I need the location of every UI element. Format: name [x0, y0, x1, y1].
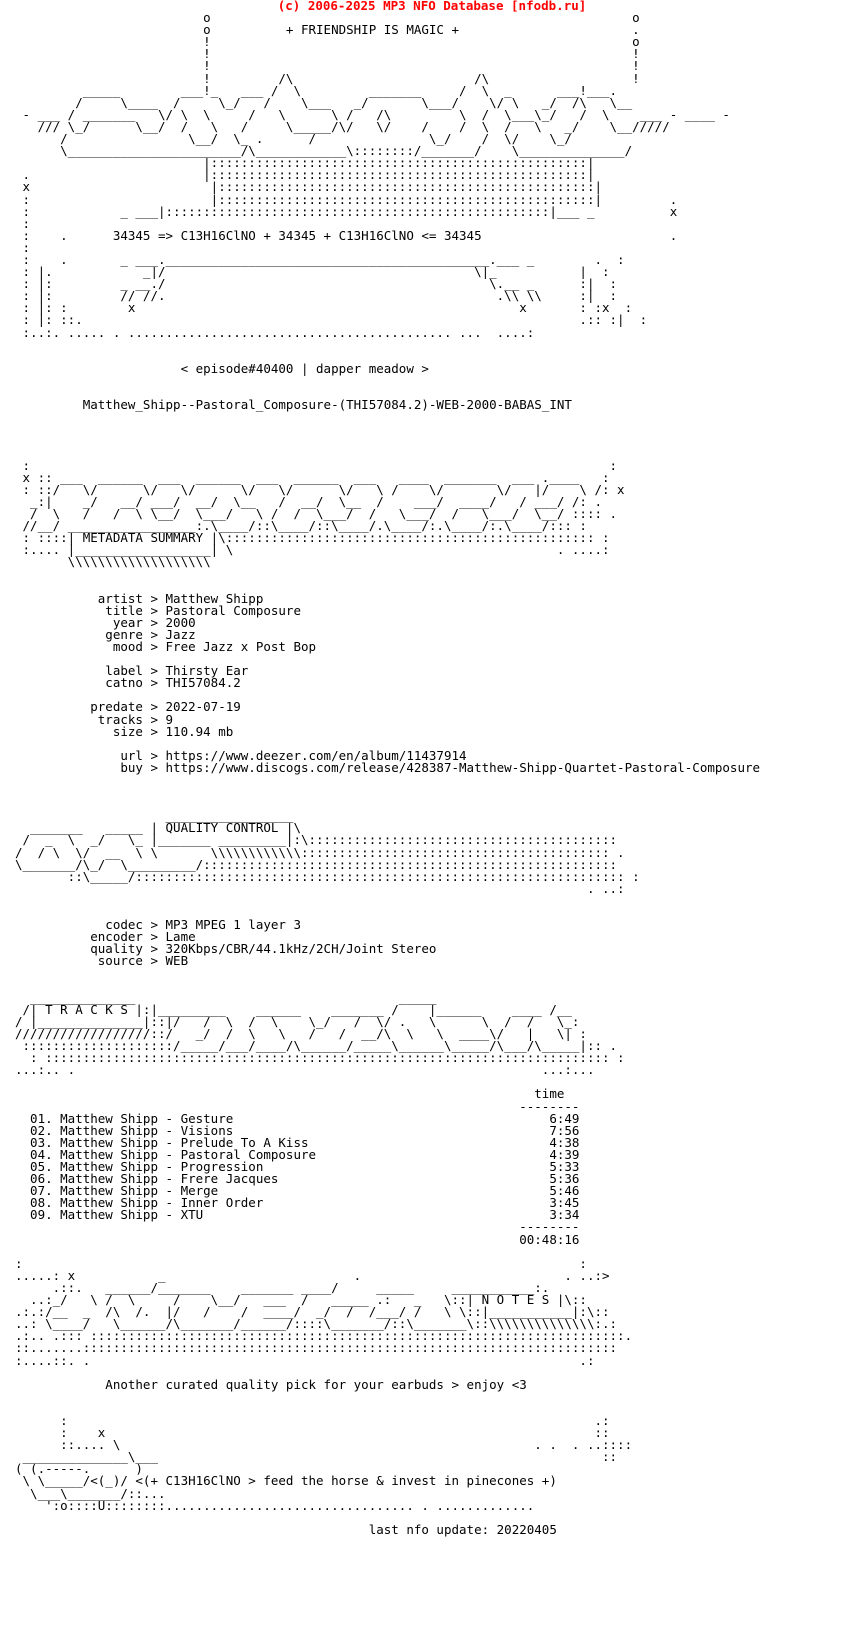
nfo-page: [15, 0, 864, 1536]
credit-banner: [0, 0, 864, 12]
credit-link[interactable]: (c) 2006-2025 MP3 NFO Database [nfodb.ru]: [277, 0, 587, 13]
nfo-text: o o o + FRIENDSHIP IS MAGIC + . ! o ! ! ! ! ! /\ /\ ! _____ ___!_ ___ / \ _______ / \ _ ___!___. / \____ / \_/ / \___ _/ \___/ \/ \ _/ /\ \__ - ___ / _______ \/ \ \ / \ \ / /\ \ / \___\_/ / \ ___ - ____ - /// \_/ \__/ / \ / \_____/\/ \/ / / \ / \ _/ \__///// / \__/ \_ . / \_/ / \/ \_/ \_______________________/\____________\::::::::/_______/ \______________/ |::::::::::::::::::::::::::::::::::::::::::::::::::| . |::::::::::::::::::::::::::::::::::::::::::::::::::| x |::::::::::::::::::::::::::::::::::::::::::::::::::| : |::::::::::::::::::::::::::::::::::::::::::::::::::| . : _ ___|:::::::::::::::::::::::::::::::::::::::::::::::::::|___ _ x : : . 34345 => C13H16ClNO + 34345 + C13H16ClNO <= 34345 . : : . _ ___.___________________________________________.___ _ . : : |. _|/ \|_ | : : |: _ __./ \.__ _ :| : : |: // //. .\\ \\ :| : : |: : x x : :x : : |: ::. .:: :| : :..:. ..... . ........................................... ... ....: < episode#40400 | dapper meadow > Matthew_Shipp--Pastoral_Composure-(THI57084.2)-WEB-2000-BABAS_INT : : x :: ___ ______ ___ ______ ___ ______ ___ ____ _______ ___ .____ : : ::/ \/ \/ \/ \/ \/ \/ \ / \/ \/ |/ \ /: x _:| _/ __/ ___/ __/ \__ / __/ \__ / ___/ ____/ / ___/ /: . / \ / / \ \__/ \___/ \ / / \___/ / \___/ / \___/ \__/ :::: . //__/ _________________:.\____/::\____/::\____/.\____/:.\____/:.\____/::: : : ::::| METADATA SUMMARY |\::::::::::::::::::::::::::::::::::::::::::::::::: : :.... |__________________| \ . ....: \\\\\\\\\\\\\\\\\\\ artist > Matthew Shipp title > Pastoral Composure year > 2000 genre > Jazz mood > Free Jazz x Post Bop label > Thirsty Ear catno > THI57084.2 predate > 2022-07-19 tracks > 9 size > 110.94 mb url > https://www.deezer.com/en/album/11437914 buy > https://www.discogs.com/release/428387-Matthew-Shipp-Quartet-Pastoral-Composure _________________ _______ _____ | QUALITY CONTROL |\ / _ \ _/ \_ |_______ _________|:\::::::::::::::::::::::::::::::::::::::::: / / \ \/ __ \ \ \\\\\\\\\\\\::::::::::::::::::::::::::::::::::::::::: . \_______/\_/ \_________/::::::::::::::::::::::::::::::::::::::::::::::::::::::: ::\_____/::::::::::::::::::::::::::::::::::::::::::::::::::::::::::::::::: : . ..: codec > MP3 MPEG 1 layer 3 encoder > Lame quality > 320Kbps/CBR/44.1kHz/2CH/Joint Stereo source > WEB ______________ _____ /| T R A C K S |:|_________ ______ _______ / |______ ____ /__ / |______________|::|/ / \ / \ \_/ / \/ . \ \ / / \_: //////////////////::/ _/ / \ \ / / __/\ \ \ ____\/ | \| : ::::::::::::::::::::/_____/___/____/\______/_____\______\_____/\___/\_____|:: . : ::::::::::::::::::::::::::::::::::::::::::::::::::::::::::::::::::::::::::: : ...:.. . ...:... time -------- 01. Matthew Shipp - Gesture 6:49 02. Matthew Shipp - Visions 7:56 03. Matthew Shipp - Prelude To A Kiss 4:38 04. Matthew Shipp - Pastoral Composure 4:39 05. Matthew Shipp - Progression 5:33 06. Matthew Shipp - Frere Jacques 5:36 07. Matthew Shipp - Merge 5:46 08. Matthew Shipp - Inner Order 3:45 09. Matthew Shipp - XTU 3:34 -------- 00:48:16 : : .....: x _ . . ..:> .::. ______/_______ _______ ____/ _____ ___________:. ..:_/ \ / \ / \__/ ___ / _____ .: _ \::| N O T E S |\:: .:.:/__ _ /\ /. |/ / / ____/ _/ / /___/ / \ \::|___________|:\:: ..: \____/ \______/\_______/______/::::\_______/::\_______\::\\\\\\\\\\\\\\:.: .:.. .::: :::::::::::::::::::::::::::::::::::::::::::::::::::::::::::::::::::::::. ::.......::::::::::::::::::::::::::::::::::::::::::::::::::::::::::::::::::::::: :....::. . .: Another curated quality pick for your earbuds > enjoy <3 : .: : x :: ::.... \ . . . ..:::: ______________\___ :: ( (.-----. ) \ \_____/<(_)/ <(+ C13H16ClNO > feed the horse & invest in pinecones +) \___\_______/::... ':o::::U::::::::................................. . ............. last nfo update: 20220405: [15, 10, 761, 1537]
